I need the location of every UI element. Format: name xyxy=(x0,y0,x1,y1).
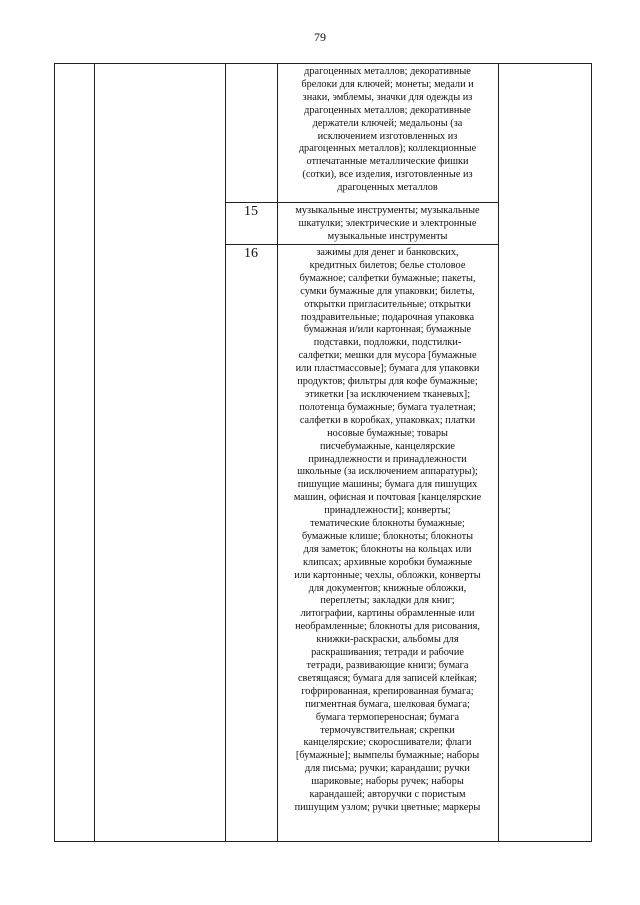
desc-line: кредитных билетов; белье столовое xyxy=(309,259,466,271)
desc-line: переплеты; закладки для книг; xyxy=(320,595,455,607)
desc-line: школьные (за исключением аппаратуры); xyxy=(297,466,478,478)
desc-line: или пластмассовые]; бумага для упаковки xyxy=(295,363,480,375)
desc-line: сумки бумажные для упаковки; билеты, xyxy=(300,285,475,297)
desc-line: канцелярские; скоросшиватели; флаги xyxy=(303,737,472,749)
desc-line: брелоки для ключей; монеты; медали и xyxy=(301,78,474,90)
desc-line: бумажное; салфетки бумажные; пакеты, xyxy=(299,272,476,284)
desc-line: карандашей; авторучки с пористым xyxy=(309,789,466,801)
desc-line: или картонные; чехлы, обложки, конверты xyxy=(294,569,481,581)
desc-line: музыкальные инструменты xyxy=(327,230,448,242)
row-divider xyxy=(225,202,498,203)
desc-line: для письма; ручки; карандаши; ручки xyxy=(305,763,470,775)
desc-line: пишущие машины; бумага для пишущих xyxy=(297,479,478,491)
desc-line: драгоценных металлов; декоративные xyxy=(304,66,471,77)
desc-line: зажимы для денег и банковских, xyxy=(316,247,459,258)
desc-line: принадлежности]; конверты; xyxy=(324,505,451,517)
column-divider xyxy=(498,64,499,841)
desc-line: носовые бумажные; товары xyxy=(327,427,448,439)
desc-line: необрамленные; блокноты для рисования, xyxy=(295,621,480,633)
row-number: 16 xyxy=(244,246,258,261)
desc-line: тематические блокноты бумажные; xyxy=(310,518,465,530)
page-number: 79 xyxy=(314,30,326,44)
desc-line: драгоценных металлов xyxy=(337,182,438,194)
desc-line: гофрированная, крепированная бумага; xyxy=(301,685,474,697)
desc-line: салфетки; мешки для мусора [бумажные xyxy=(298,350,477,362)
desc-line: отпечатанные металлические фишки xyxy=(306,156,469,168)
column-divider xyxy=(225,64,226,841)
desc-line: музыкальные инструменты; музыкальные xyxy=(295,205,480,216)
desc-line: клипсах; архивные коробки бумажные xyxy=(302,556,473,568)
desc-line: драгоценных металлов; декоративные xyxy=(304,104,471,116)
desc-line: писчебумажные, канцелярские xyxy=(320,440,455,452)
desc-line: для заметок; блокноты на кольцах или xyxy=(303,543,472,555)
desc-line: (сотки), все изделия, изготовленные из xyxy=(302,169,473,181)
desc-line: исключением изготовленных из xyxy=(317,130,458,142)
row-description xyxy=(277,247,498,815)
desc-line: бумага термопереносная; бумага xyxy=(315,711,460,723)
desc-line: светящаяся; бумага для записей клейкая; xyxy=(297,672,478,684)
desc-line: пигментная бумага, шелковая бумага; xyxy=(305,698,470,710)
desc-line: подставки, подложки, подстилки- xyxy=(313,337,462,349)
desc-line: салфетки в коробках, упаковках; платки xyxy=(299,414,476,426)
desc-line: продуктов; фильтры для кофе бумажные; xyxy=(297,376,478,388)
desc-line: знаки, эмблемы, значки для одежды из xyxy=(302,91,473,103)
desc-line: полотенца бумажные; бумага туалетная; xyxy=(299,401,476,413)
desc-line: шкатулки; электрические и электронные xyxy=(298,217,477,229)
desc-line: книжки-раскраски, альбомы для xyxy=(316,634,459,646)
desc-line: литографии, картины обрамленные или xyxy=(300,608,475,620)
row-number: 15 xyxy=(244,204,258,219)
desc-line: этикетки [за исключением тканевых]; xyxy=(304,388,471,400)
desc-line: шариковые; наборы ручек; наборы xyxy=(311,776,464,788)
desc-line: термочувствительная; скрепки xyxy=(320,724,455,736)
desc-line: открытки пригласительные; открытки xyxy=(304,298,471,310)
row-description xyxy=(277,66,498,195)
desc-line: поздравительные; подарочная упаковка xyxy=(300,311,475,323)
row-description xyxy=(277,205,498,244)
desc-line: бумажная и/или картонная; бумажные xyxy=(303,324,472,336)
row-divider xyxy=(225,244,498,245)
column-divider xyxy=(94,64,95,841)
goods-table xyxy=(54,63,592,842)
desc-line: бумажные клише; блокноты; блокноты xyxy=(301,530,473,542)
desc-line: пишущим узлом; ручки цветные; маркеры xyxy=(294,801,481,813)
desc-line: для документов; книжные обложки, xyxy=(308,582,467,594)
desc-line: тетради, развивающие книги; бумага xyxy=(306,660,469,671)
desc-line: раскрашивания; тетради и рабочие xyxy=(311,647,464,659)
desc-line: машин, офисная и почтовая [канцелярские xyxy=(293,492,482,504)
desc-line: принадлежности и принадлежности xyxy=(308,453,467,465)
desc-line: держатели ключей; медальоны (за xyxy=(312,117,463,129)
desc-line: драгоценных металлов); коллекционные xyxy=(298,143,477,155)
desc-line: [бумажные]; вымпелы бумажные; наборы xyxy=(295,750,480,762)
